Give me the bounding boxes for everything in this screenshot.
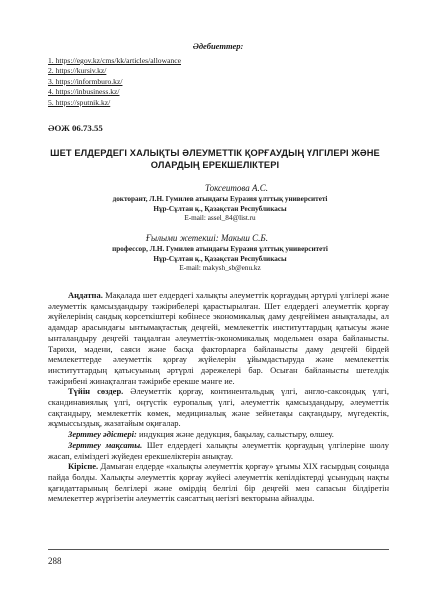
author-email[interactable]: E-mail: assel_84@list.ru [184,214,256,223]
reference-item[interactable] [48,66,388,76]
supervisor-name: Ғылыми жетекші: Макыш С.Б. [145,233,268,243]
purpose-text: Шет елдердегі халықты әлеуметтік қорғаудың үлгілеріне шолу жасап, еліміздегі жүйеден ерекшеліктерін анықтау. [48,439,389,461]
intro-text: Дамыған елдерде «халықты әлеуметтік қорғау» ұғымы XIX ғасырдың соңында пайда болды. Халықты әлеуметтік қорғау жүйесі әлеуметтік кепілдіктерді ұсынудың нақты қағидаттарының белгілері және өмірдің белгілі бір деңгейі мен сапасын білдіретін мемлекеттер жүргізетін әлеуметтік саясаттың негізгі векторына айналды. [48,461,389,504]
methods-label: Зерттеу әдістері: [68,429,137,440]
keywords-label: Түйін сөздер. [68,386,124,397]
intro-label: Кіріспе. [68,461,99,472]
references-list [48,56,388,108]
reference-link[interactable]: 2. https://kursiv.kz/ [48,66,107,76]
references-section [48,41,388,108]
article-title: ШЕТ ЕЛДЕРДЕГІ ХАЛЫҚТЫ ӘЛЕУМЕТТІК ҚОРҒАУДЫҢ ҮЛГІЛЕРІ ЖӘНЕ ОЛАРДЫҢ ЕРЕКШЕЛІКТЕРІ [50,148,380,170]
intro-paragraph [48,461,389,504]
reference-link[interactable]: 3. https://informburo.kz/ [48,76,123,86]
reference-item[interactable] [48,98,388,108]
author-city: Нұр-Сұлтан қ., Қазақстан Республикасы [153,204,287,213]
author-affiliation: Л.Н. Гумилев атындағы Еуразия ұлттық университеті [149,195,328,203]
author-name: Токсеитова А.С. [204,183,268,193]
references-title: Әдебиеттер: [192,41,244,51]
supervisor-email[interactable]: E-mail: makysh_sb@enu.kz [179,264,261,273]
keywords-paragraph [48,386,389,429]
keywords-text: Әлеуметтік қорғау, континентальдық үлгі, англо-саксондық үлгі, скандинавиялық үлгі, оңтүстік еуропалық үлгі, әлеуметтік қамсыздандыру, әлеуметтік сақтандыру, мемлекеттік көмек, медициналық және зейнетақы сақтандыру, мүгедектік, жұмыссыздық, жазатайым оқиғалар. [48,386,389,429]
purpose-paragraph [48,440,389,461]
reference-link[interactable]: 1. https://egov.kz/cms/kk/articles/allowance [48,56,181,65]
supervisor-city: Нұр-Сұлтан қ., Қазақстан Республикасы [153,254,287,263]
reference-link[interactable]: 5. https://sputnik.kz/ [48,97,111,107]
supervisor-role: профессор, [112,245,148,253]
author-role: докторант, [112,195,148,203]
reference-item[interactable] [48,77,388,87]
article-body [48,290,389,504]
author-affiliation-line [60,195,380,205]
methods-text: индукция және дедукция, бақылау, салыстыру, өлшеу. [136,429,334,440]
methods-paragraph [48,429,389,440]
purpose-label: Зерттеу мақсаты. [68,439,143,450]
footer-divider [48,549,389,550]
abstract-paragraph [48,290,389,386]
udc-code: ӘОЖ 06.73.55 [48,123,103,133]
supervisor-block [60,233,380,274]
abstract-text: Мақалада шет елдердегі халықты әлеуметтік қорғаудың әртүрлі үлгілері және әлеуметтік қамсыздандыру тәжірибелері қарастырылған. Шет елдердегі әлеуметтік қорғау жүйелерінің сандық көрсеткіштері көбінесе экономикалық даму деңгейімен анықталады, ал адамдар арасындағы ынтымақтастық деңгейі, мемлекеттік институттардың қатысуы және ынталандыру деңгейі таңдалған әлеуметтік-экономикалық модельмен өзара байланысты. Тарихи, мәдени, саяси және басқа факторларға байланысты даму деңгейі бірдей мемлекеттерде әлеуметтік қорғау жүйелерін ұйымдастыруда және мемлекеттік институттардың қатысуының әртүрлі дәрежелері бар. Осыған байланысты шетелдік тәжірибені жинақталған тәжірибе ерекше мәнге ие. [48,290,389,386]
page-number: 288 [48,556,62,566]
reference-link[interactable]: 4. https://inbusiness.kz/ [48,87,120,97]
supervisor-affiliation-line [60,245,380,255]
author-block [60,183,380,224]
reference-item[interactable] [48,56,388,66]
reference-item[interactable] [48,87,388,97]
supervisor-affiliation: Л.Н. Гумилев атындағы Еуразия ұлттық университеті [149,245,328,253]
abstract-label: Аңдатпа. [68,290,103,300]
